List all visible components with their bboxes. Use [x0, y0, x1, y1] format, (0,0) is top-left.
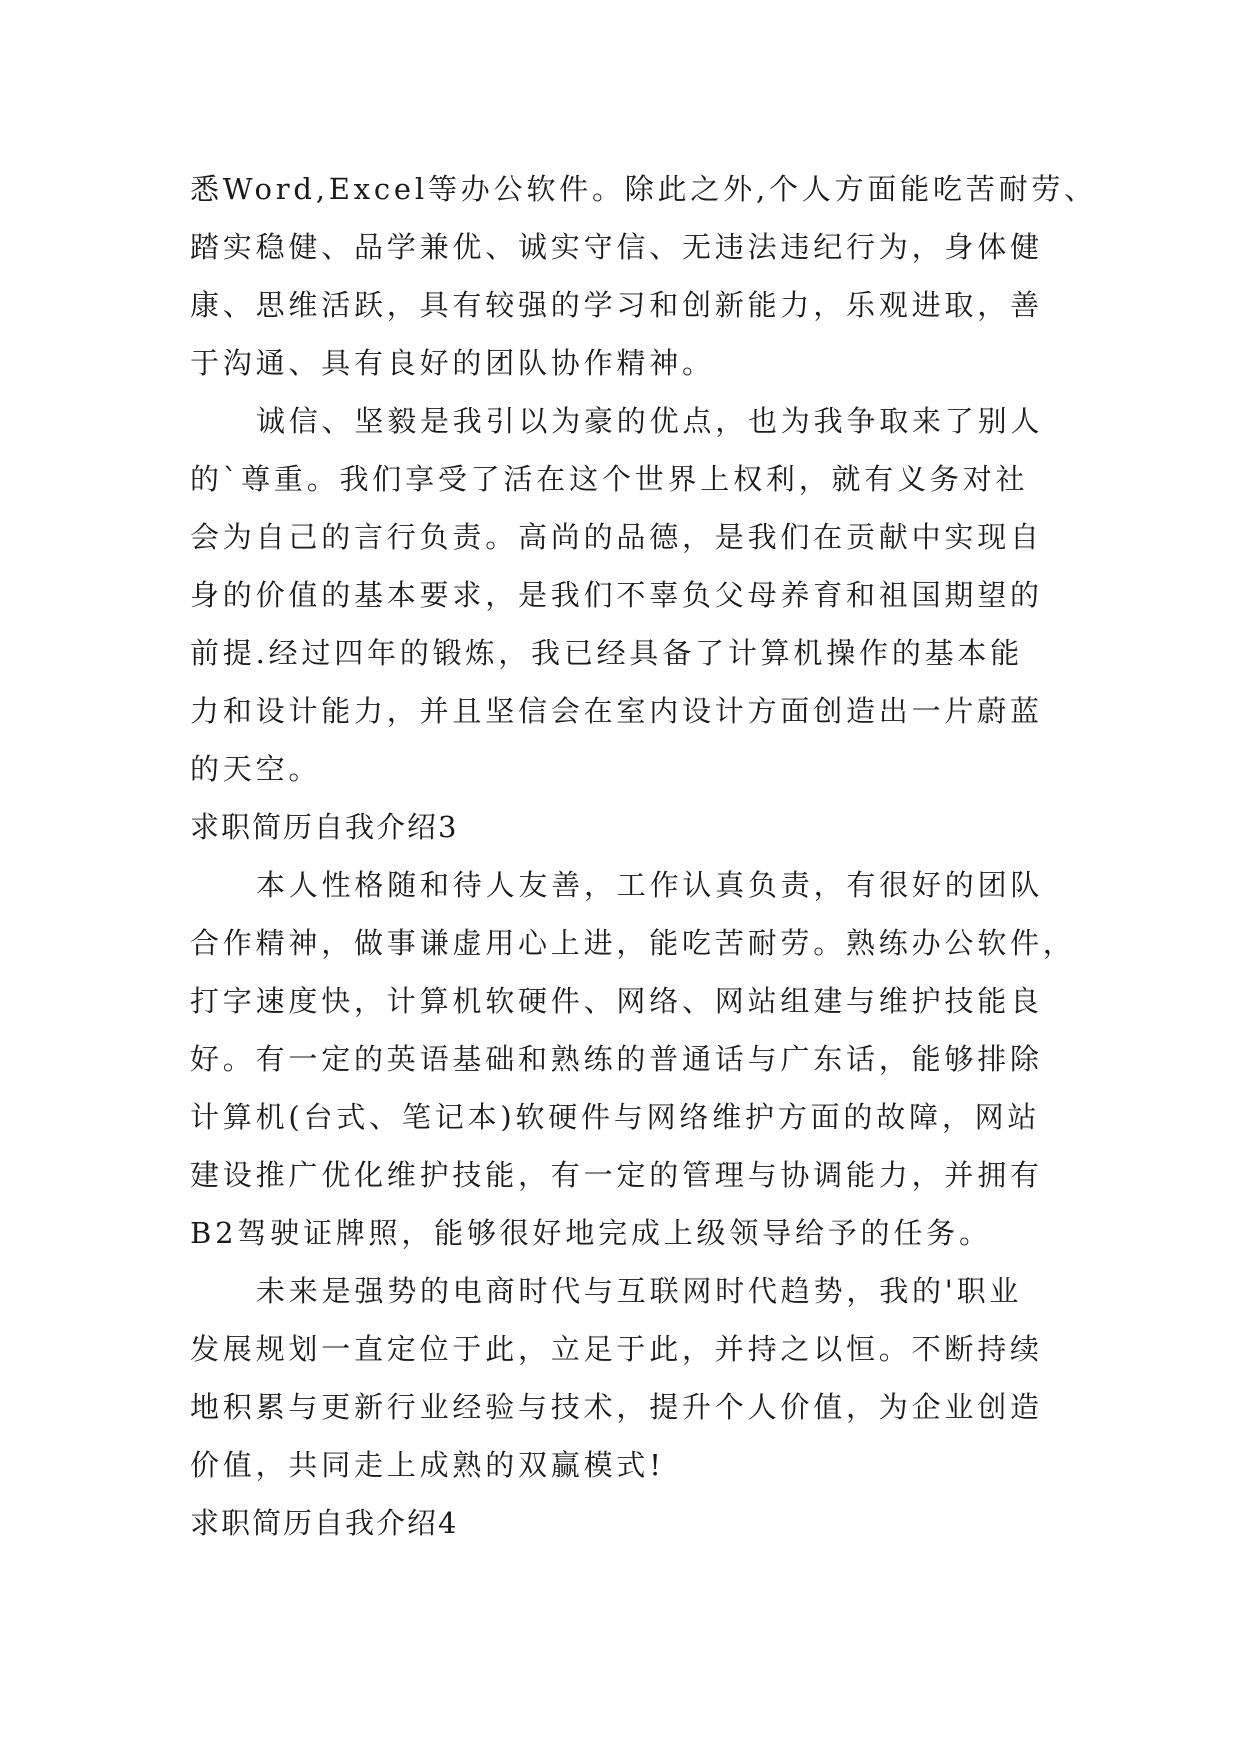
- section-heading-4: 求职简历自我介绍4: [190, 1506, 459, 1540]
- paragraph-3: [190, 856, 1076, 1262]
- section-heading-3: 求职简历自我介绍3: [190, 810, 459, 844]
- document-body: [190, 160, 1097, 1552]
- text-line: 的`尊重。我们享受了活在这个世界上权利，就有义务对社: [190, 462, 1029, 496]
- text-line: 力和设计能力，并且坚信会在室内设计方面创造出一片蔚蓝: [190, 694, 1043, 728]
- text-line: 计算机(台式、笔记本)软硬件与网络维护方面的故障，网站: [190, 1100, 1041, 1134]
- paragraph-2: [190, 392, 1050, 798]
- text-line: 打字速度快，计算机软硬件、网络、网站组建与维护技能良: [190, 984, 1043, 1018]
- text-line: 诚信、坚毅是我引以为豪的优点，也为我争取来了别人: [256, 404, 1044, 438]
- text-line: 于沟通、具有良好的团队协作精神。: [190, 346, 715, 380]
- text-line: 未来是强势的电商时代与互联网时代趋势，我的'职业: [256, 1274, 1023, 1308]
- text-line: 会为自己的言行负责。高尚的品德，是我们在贡献中实现自: [190, 520, 1043, 554]
- text-line: 悉Word,Excel等办公软件。除此之外,个人方面能吃苦耐劳、: [190, 172, 1097, 206]
- text-line: 发展规划一直定位于此，立足于此，并持之以恒。不断持续: [190, 1332, 1043, 1366]
- text-line: 好。有一定的英语基础和熟练的普通话与广东话，能够排除: [190, 1042, 1043, 1076]
- text-line: 地积累与更新行业经验与技术，提升个人价值，为企业创造: [190, 1390, 1043, 1424]
- text-line: 本人性格随和待人友善，工作认真负责，有很好的团队: [256, 868, 1044, 902]
- text-line: 前提.经过四年的锻炼，我已经具备了计算机操作的基本能: [190, 636, 1024, 670]
- paragraph-4: [190, 1262, 1050, 1494]
- text-line: 身的价值的基本要求，是我们不辜负父母养育和祖国期望的: [190, 578, 1043, 612]
- text-line: 康、思维活跃，具有较强的学习和创新能力，乐观进取，善: [190, 288, 1043, 322]
- text-line: B2驾驶证牌照，能够很好地完成上级领导给予的任务。: [190, 1216, 992, 1250]
- text-line: 价值，共同走上成熟的双赢模式!: [190, 1448, 665, 1482]
- text-line: 建设推广优化维护技能，有一定的管理与协调能力，并拥有: [190, 1158, 1043, 1192]
- text-line: 踏实稳健、品学兼优、诚实守信、无违法违纪行为，身体健: [190, 230, 1043, 264]
- paragraph-1: [190, 160, 1097, 392]
- text-line: 合作精神，做事谦虚用心上进，能吃苦耐劳。熟练办公软件，: [190, 926, 1076, 960]
- text-line: 的天空。: [190, 752, 322, 786]
